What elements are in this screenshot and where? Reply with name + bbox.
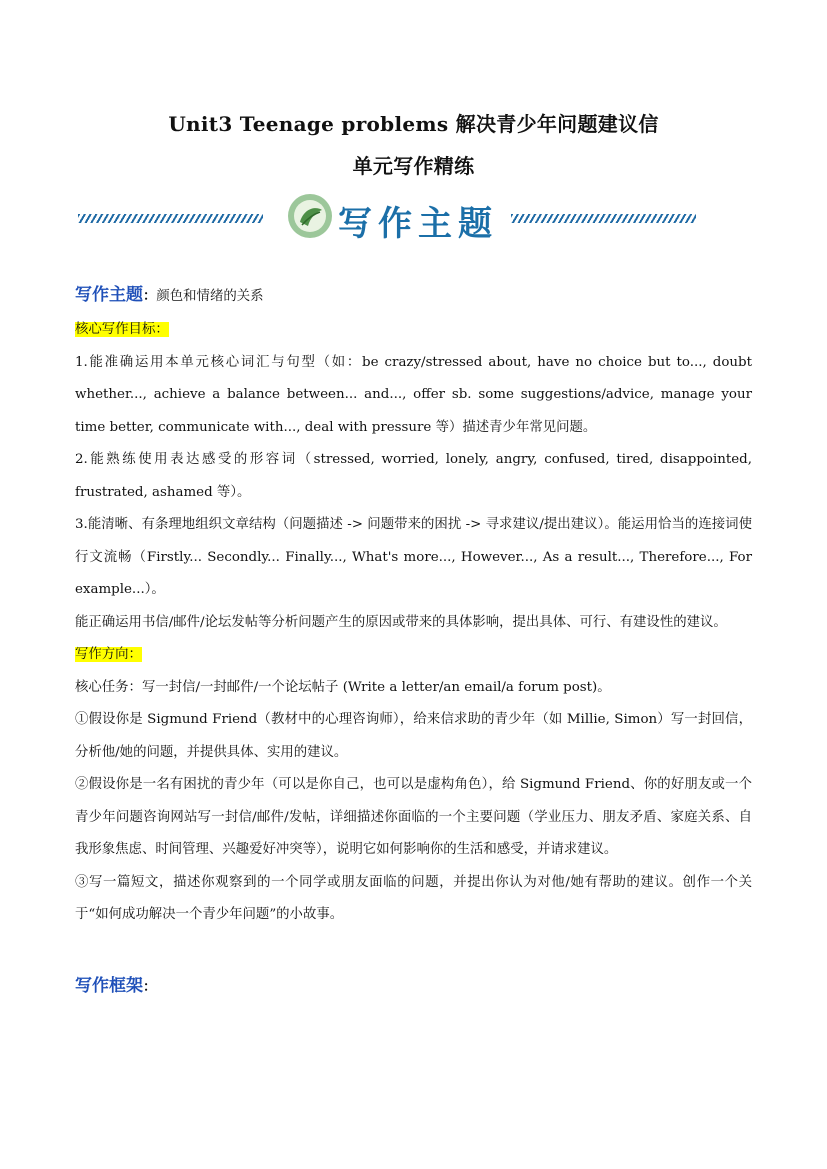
direction-task: 核心任务：写一封信/一封邮件/一个论坛帖子 (Write a letter/an email/a forum post)。 xyxy=(75,679,611,695)
banner-hatch-right xyxy=(511,214,696,223)
leaf-logo-icon xyxy=(286,192,334,240)
theme-colon: ： xyxy=(143,288,157,304)
goals-label: 核心写作目标： xyxy=(75,322,169,337)
direction-item: ②假设你是一名有困扰的青少年（可以是你自己，也可以是虚构角色），给 Sigmund Friend、你的好朋友或一个青少年问题咨询网站写一封信/邮件/发帖，详细描述你面临的一个主要问题（学业压力、朋友矛盾、家庭关系、自我形象焦虑、时间管理、兴趣爱好冲突等），说明它如何影响你的生活和感受，并请求建议。 xyxy=(75,777,752,857)
goal-item: 2.能熟练使用表达感受的形容词（stressed, worried, lonely, angry, confused, tired, disappointed, frustrated, ashamed 等）。 xyxy=(75,452,752,500)
goal-item: 1.能准确运用本单元核心词汇与句型（如：be crazy/stressed about, have no choice but to..., doubt whether..., achieve a balance between... and..., offer sb. some suggestions/advice, manage your time better, communicate with..., deal with pressure 等）描述青少年常见问题。 xyxy=(75,354,752,435)
theme-value: 颜色和情绪的关系 xyxy=(156,289,264,304)
goal-item: 3.能清晰、有条理地组织文章结构（问题描述 -> 问题带来的困扰 -> 寻求建议/提出建议）。能运用恰当的连接词使行文流畅（Firstly... Secondly... Finally..., What's more..., However..., As a result..., Therefore..., For example...）。 xyxy=(75,517,752,597)
content-block xyxy=(75,314,752,932)
page-subtitle: 单元写作精练 xyxy=(352,154,475,178)
page-title: Unit3 Teenage problems 解决青少年问题建议信 xyxy=(168,112,659,136)
direction-item: ③写一篇短文，描述你观察到的一个同学或朋友面临的问题，并提出你认为对他/她有帮助的建议。创作一个关于“如何成功解决一个青少年问题”的小故事。 xyxy=(75,874,752,922)
framework-heading: 写作框架 xyxy=(75,976,143,996)
theme-heading: 写作主题 xyxy=(75,285,143,305)
goal-item: 能正确运用书信/邮件/论坛发帖等分析问题产生的原因或带来的具体影响，提出具体、可行、有建设性的建议。 xyxy=(75,614,727,630)
direction-label: 写作方向： xyxy=(75,647,142,662)
banner-hatch-left xyxy=(78,214,263,223)
section-banner xyxy=(78,188,698,248)
theme-line xyxy=(75,279,752,314)
framework-line xyxy=(75,970,752,1005)
banner-title: 写作主题 xyxy=(338,204,498,244)
framework-colon: ： xyxy=(143,979,157,995)
direction-item: ①假设你是 Sigmund Friend（教材中的心理咨询师），给来信求助的青少年（如 Millie, Simon）写一封回信，分析他/她的问题，并提供具体、实用的建议。 xyxy=(75,712,752,760)
